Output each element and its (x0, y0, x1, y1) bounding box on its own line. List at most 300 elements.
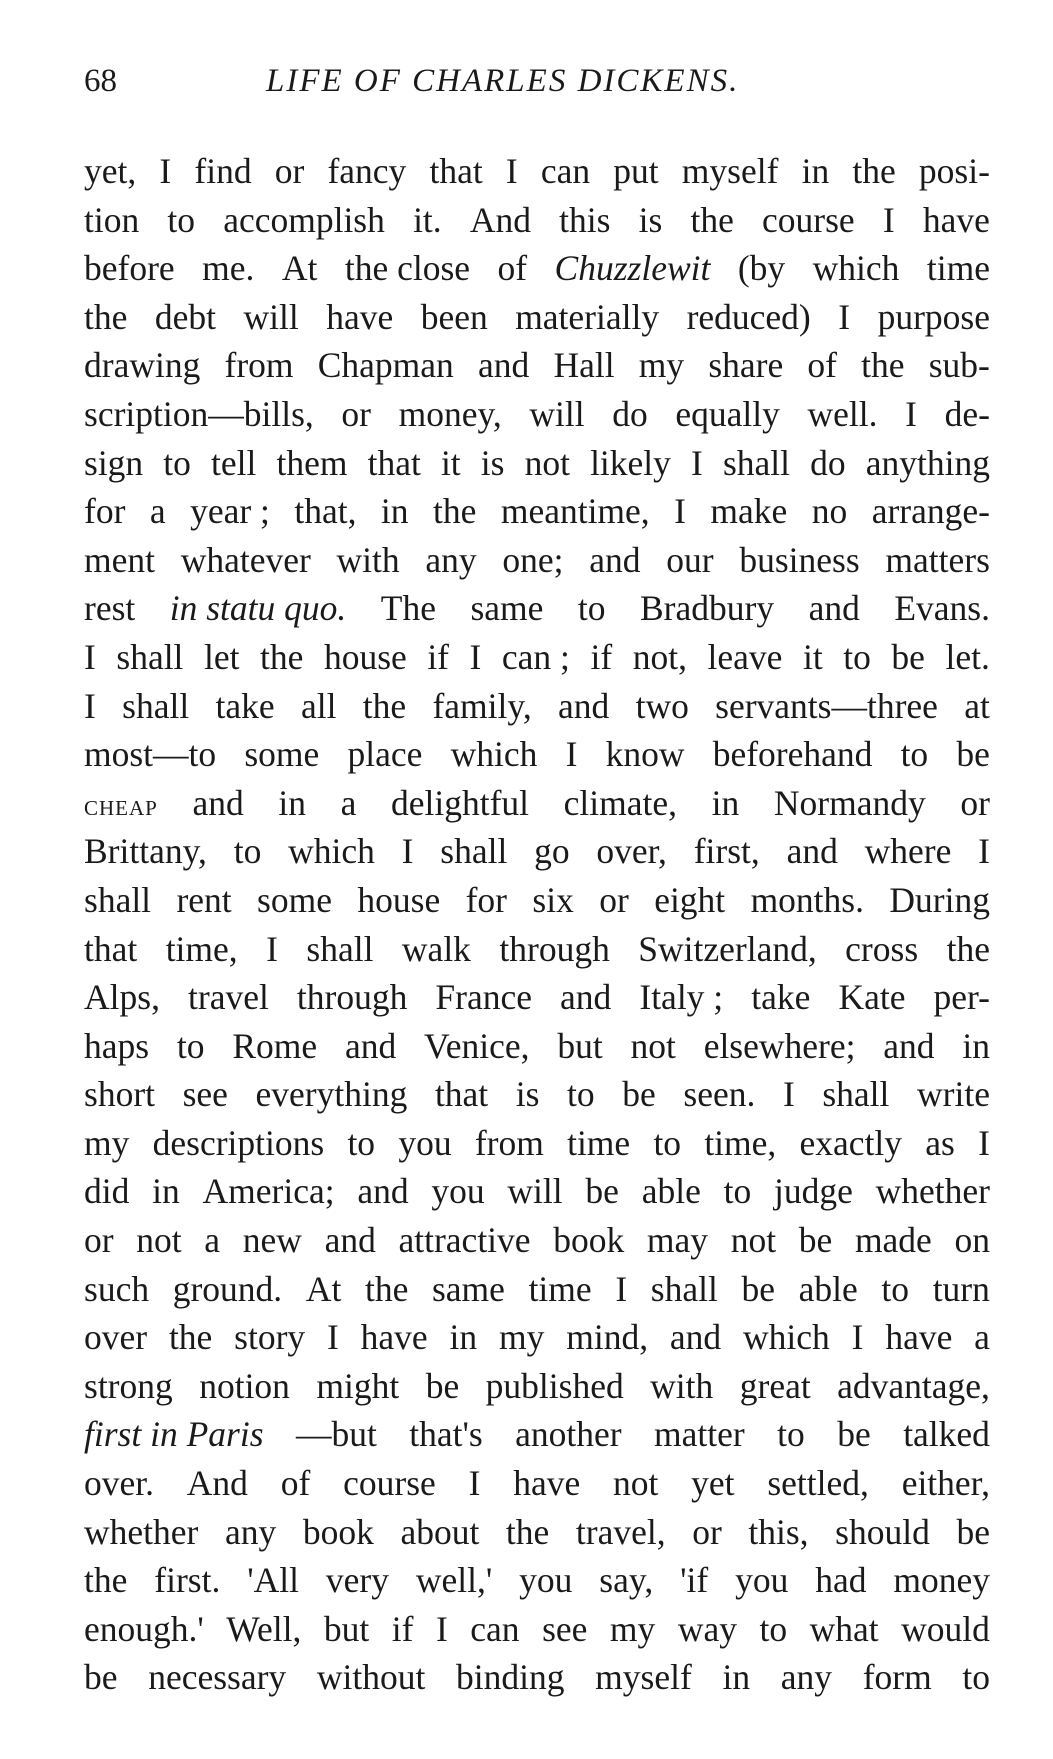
word: over. (84, 1463, 154, 1504)
word: Hall (553, 345, 615, 386)
text-line (84, 1605, 990, 1654)
word: of (497, 248, 528, 289)
text-line (84, 147, 990, 196)
text-line (84, 1459, 990, 1508)
word: through (499, 928, 610, 969)
word: arrange- (871, 491, 990, 532)
word: if (391, 1608, 414, 1649)
word: that, (294, 491, 357, 532)
word: I (159, 151, 172, 191)
word: ment (84, 539, 155, 580)
word: course (343, 1463, 436, 1504)
word: ground. (172, 1268, 283, 1309)
word: to (577, 588, 606, 629)
word: the (84, 1560, 128, 1601)
word: a (974, 1317, 990, 1358)
word: I (266, 928, 278, 969)
word: in (449, 1317, 478, 1358)
word: should (835, 1511, 930, 1552)
word: know (605, 734, 685, 775)
word: able (641, 1171, 701, 1212)
word: will (529, 393, 585, 434)
word: time (528, 1268, 592, 1309)
word: cheap (84, 788, 158, 822)
word: Chapman (317, 345, 454, 386)
word: advantage, (837, 1365, 990, 1406)
text-line (84, 584, 990, 633)
word: find (194, 151, 252, 191)
running-title: LIFE OF CHARLES DICKENS. (266, 63, 740, 99)
word: see (542, 1608, 588, 1649)
word: very (325, 1560, 389, 1601)
word: I (469, 636, 482, 677)
word: shall (650, 1268, 718, 1309)
word: it. (413, 199, 442, 240)
word: be (425, 1365, 460, 1406)
word: to (347, 1122, 376, 1163)
word: them (276, 442, 348, 483)
word: I (674, 491, 686, 532)
word: book (553, 1220, 625, 1261)
word: have (885, 1317, 953, 1358)
text-line (84, 341, 990, 390)
word: will (507, 1171, 563, 1212)
word: if (427, 636, 449, 677)
word: the (505, 1511, 550, 1552)
running-head (84, 58, 984, 104)
word: that (84, 928, 138, 969)
word: not (613, 1463, 659, 1504)
word: six (532, 879, 574, 920)
word: elsewhere; (703, 1025, 856, 1066)
word: one; (502, 539, 564, 580)
word: strong (84, 1365, 173, 1406)
word: house (357, 879, 441, 920)
word: exactly (799, 1122, 903, 1163)
word: have (513, 1463, 581, 1504)
word: able (798, 1268, 858, 1309)
word: that (429, 151, 483, 191)
word: I (84, 685, 96, 726)
text-line (84, 973, 990, 1022)
word: I (691, 442, 703, 483)
word: I (615, 1268, 628, 1309)
word: from (474, 1122, 544, 1163)
word: year ; (190, 491, 270, 532)
word: shall (122, 685, 190, 726)
word: the (433, 491, 477, 532)
word: sign (84, 442, 144, 483)
word: Evans. (894, 588, 990, 629)
word: materially (515, 296, 660, 337)
word: in statu quo. (169, 588, 347, 629)
word: have (922, 199, 990, 240)
word: put (613, 151, 659, 191)
word: can (540, 151, 591, 191)
word: same (431, 1268, 505, 1309)
word: I (905, 393, 917, 434)
word: anything (865, 442, 990, 483)
word: do (612, 393, 648, 434)
word: in (152, 1171, 180, 1212)
word: shall (440, 831, 508, 872)
word: with (336, 539, 400, 580)
word: the (364, 1268, 409, 1309)
word: descriptions (152, 1122, 325, 1163)
word: is (638, 199, 663, 240)
word: necessary (148, 1657, 287, 1698)
text-line (84, 779, 990, 828)
word: short (84, 1074, 155, 1115)
word: judge (774, 1171, 853, 1212)
word: binding (456, 1657, 565, 1698)
text-line (84, 1119, 990, 1168)
word: I (882, 199, 895, 240)
word: any (780, 1657, 833, 1698)
word: either, (901, 1463, 990, 1504)
word: is (515, 1074, 540, 1115)
word: well,' (415, 1560, 493, 1601)
word: and (669, 1317, 722, 1358)
word: you (519, 1560, 573, 1601)
word: months. (750, 879, 864, 920)
word: France (435, 977, 532, 1018)
word: delightful (391, 782, 530, 823)
page-number: 68 (84, 63, 117, 99)
word: first. (154, 1560, 221, 1601)
word: that (434, 1074, 489, 1115)
text-line (84, 1653, 990, 1702)
word: the (690, 199, 734, 240)
word: to (759, 1608, 788, 1649)
word: I (978, 831, 990, 872)
word: if (590, 636, 613, 677)
word: (by (737, 248, 786, 289)
word: write (917, 1074, 990, 1115)
word: myself (595, 1657, 692, 1698)
word: to (567, 1074, 595, 1115)
word: myself (681, 151, 779, 191)
word: At (281, 248, 318, 289)
word: likely (590, 442, 671, 483)
word: say, (599, 1560, 654, 1601)
word: a (149, 491, 166, 532)
word: meantime, (500, 491, 650, 532)
word: book (302, 1511, 374, 1552)
word: to (881, 1268, 910, 1309)
word: time, (704, 1122, 777, 1163)
text-line (84, 1313, 990, 1362)
word: seen. (683, 1074, 756, 1115)
word: be (837, 1414, 871, 1455)
word: yet (691, 1463, 735, 1504)
word: of (807, 345, 837, 386)
text-line (84, 293, 990, 342)
word: Brittany, (84, 831, 207, 872)
word: go (534, 831, 570, 872)
word: turn (932, 1268, 990, 1309)
word: the close (344, 248, 471, 289)
word: or (84, 1220, 114, 1261)
word: enough.' (84, 1608, 204, 1649)
word: family, (432, 685, 532, 726)
word: a (340, 782, 357, 823)
word: Well, (226, 1608, 302, 1649)
word: be (585, 1171, 619, 1212)
word: attractive (398, 1220, 531, 1261)
word: let. (945, 636, 990, 677)
word: any (425, 539, 477, 580)
word: might (316, 1365, 400, 1406)
word: have (360, 1317, 428, 1358)
word: as (925, 1122, 955, 1163)
word: everything (255, 1074, 408, 1115)
word: been (420, 296, 488, 337)
word: first, (693, 831, 760, 872)
text-line (84, 487, 990, 536)
word: money, (398, 393, 502, 434)
text-line (84, 633, 990, 682)
word: or (960, 782, 990, 823)
word: I (435, 1608, 448, 1649)
word: not (630, 1025, 676, 1066)
text-line (84, 1167, 990, 1216)
word: great (739, 1365, 811, 1406)
word: house (323, 636, 407, 677)
text-line (84, 876, 990, 925)
word: leave (707, 636, 783, 677)
word: take (215, 685, 275, 726)
word: Chuzzlewit (554, 248, 711, 289)
word: in (380, 491, 409, 532)
word: drawing (84, 345, 201, 386)
word: story (234, 1317, 306, 1358)
word: The (380, 588, 436, 629)
word: place (347, 734, 423, 775)
word: published (485, 1365, 624, 1406)
word: our (666, 539, 714, 580)
word: and (560, 977, 612, 1018)
word: share (708, 345, 784, 386)
word: in (962, 1025, 990, 1066)
word: And (186, 1463, 248, 1504)
word: from (224, 345, 294, 386)
text-line (84, 1070, 990, 1119)
body-text (84, 147, 990, 1702)
word: let (203, 636, 240, 677)
word: and (786, 831, 838, 872)
word: rent (176, 879, 232, 920)
word: to (167, 199, 196, 240)
word: and (344, 1025, 397, 1066)
word: on (954, 1220, 990, 1261)
word: it (440, 442, 461, 483)
word: will (243, 296, 299, 337)
word: be (956, 1511, 990, 1552)
text-line (84, 244, 990, 293)
word: be (956, 734, 990, 775)
text-line (84, 1410, 990, 1459)
word: not (136, 1220, 182, 1261)
word: travel (188, 977, 269, 1018)
word: see (182, 1074, 228, 1115)
word: but (557, 1025, 603, 1066)
word: money (893, 1560, 990, 1601)
word: haps (84, 1025, 150, 1066)
word: in (722, 1657, 751, 1698)
word: time (926, 248, 990, 289)
word: do (810, 442, 846, 483)
text-line (84, 1508, 990, 1557)
word: course (762, 199, 855, 240)
word: where (864, 831, 952, 872)
word: the (946, 928, 990, 969)
word: first in Paris (84, 1414, 264, 1455)
word: And (469, 199, 531, 240)
word: you (398, 1122, 452, 1163)
word: some (244, 734, 320, 775)
word: and (477, 345, 530, 386)
word: through (296, 977, 408, 1018)
word: servants—three (715, 685, 938, 726)
word: can ; (501, 636, 570, 677)
word: some (257, 879, 332, 920)
word: which (288, 831, 375, 872)
word: to (900, 734, 929, 775)
word: I (851, 1317, 864, 1358)
word: over, (596, 831, 667, 872)
word: take (751, 977, 811, 1018)
word: most—to (84, 734, 217, 775)
word: what (809, 1608, 879, 1649)
word: shall (116, 636, 184, 677)
word: but (323, 1608, 370, 1649)
text-line (84, 1022, 990, 1071)
word: to (176, 1025, 205, 1066)
word: tion (84, 199, 140, 240)
word: over (84, 1317, 148, 1358)
word: which (812, 248, 900, 289)
word: which (450, 734, 538, 775)
word: settled, (767, 1463, 869, 1504)
word: time, (165, 928, 238, 969)
word: my (609, 1608, 656, 1649)
word: any (224, 1511, 277, 1552)
word: not (524, 442, 570, 483)
text-line (84, 536, 990, 585)
word: eight (654, 879, 726, 920)
word: America; (202, 1171, 335, 1212)
word: I (468, 1463, 481, 1504)
word: the (168, 1317, 213, 1358)
word: a (204, 1220, 221, 1261)
word: Italy ; (639, 977, 724, 1018)
word: my (84, 1122, 130, 1163)
word: and (883, 1025, 935, 1066)
word: had (815, 1560, 867, 1601)
text-line (84, 390, 990, 439)
word: posi- (918, 151, 990, 191)
word: I (505, 151, 518, 191)
word: or (599, 879, 629, 920)
word: such (84, 1268, 150, 1309)
word: per- (933, 977, 990, 1018)
word: the (861, 345, 905, 386)
word: matter (654, 1414, 745, 1455)
word: Bradbury (640, 588, 775, 629)
word: before (84, 248, 175, 289)
word: that (367, 442, 421, 483)
word: be (798, 1220, 833, 1261)
word: shall (822, 1074, 890, 1115)
word: not, (632, 636, 687, 677)
word: to (843, 636, 871, 677)
word: notion (199, 1365, 290, 1406)
word: or (692, 1511, 722, 1552)
word: scription—bills, (84, 393, 314, 434)
word: beforehand (712, 734, 873, 775)
word: the (362, 685, 407, 726)
word: for (84, 491, 126, 532)
word: this, (748, 1511, 809, 1552)
word: be (891, 636, 925, 677)
word: without (316, 1657, 426, 1698)
word: I (84, 636, 96, 677)
word: to (233, 831, 262, 872)
word: it (802, 636, 823, 677)
word: not (730, 1220, 777, 1261)
word: be (622, 1074, 656, 1115)
word: my (499, 1317, 545, 1358)
word: whether (84, 1511, 199, 1552)
word: whether (875, 1171, 990, 1212)
word: may (646, 1220, 709, 1261)
word: shall (84, 879, 152, 920)
word: whatever (180, 539, 311, 580)
word: me. (202, 248, 255, 289)
word: and (589, 539, 641, 580)
word: talked (903, 1414, 990, 1455)
word: Switzerland, (638, 928, 817, 969)
word: During (889, 879, 990, 920)
word: to (962, 1657, 990, 1698)
word: made (854, 1220, 932, 1261)
text-line (84, 196, 990, 245)
word: I (327, 1317, 339, 1358)
word: time (567, 1122, 631, 1163)
word: would (901, 1608, 990, 1649)
word: reduced) (686, 296, 811, 337)
word: way (677, 1608, 737, 1649)
text-line (84, 925, 990, 974)
word: in (278, 782, 306, 823)
word: or (274, 151, 305, 191)
word: be (84, 1657, 118, 1698)
word: two (635, 685, 689, 726)
word: new (242, 1220, 302, 1261)
word: another (515, 1414, 622, 1455)
word: I (401, 831, 414, 872)
word: shall (306, 928, 374, 969)
word: yet, (84, 151, 137, 191)
word: fancy (327, 151, 407, 191)
word: climate, (563, 782, 678, 823)
word: Normandy (773, 782, 926, 823)
word: no (811, 491, 848, 532)
word: my (638, 345, 685, 386)
word: de- (944, 393, 990, 434)
word: be (741, 1268, 775, 1309)
